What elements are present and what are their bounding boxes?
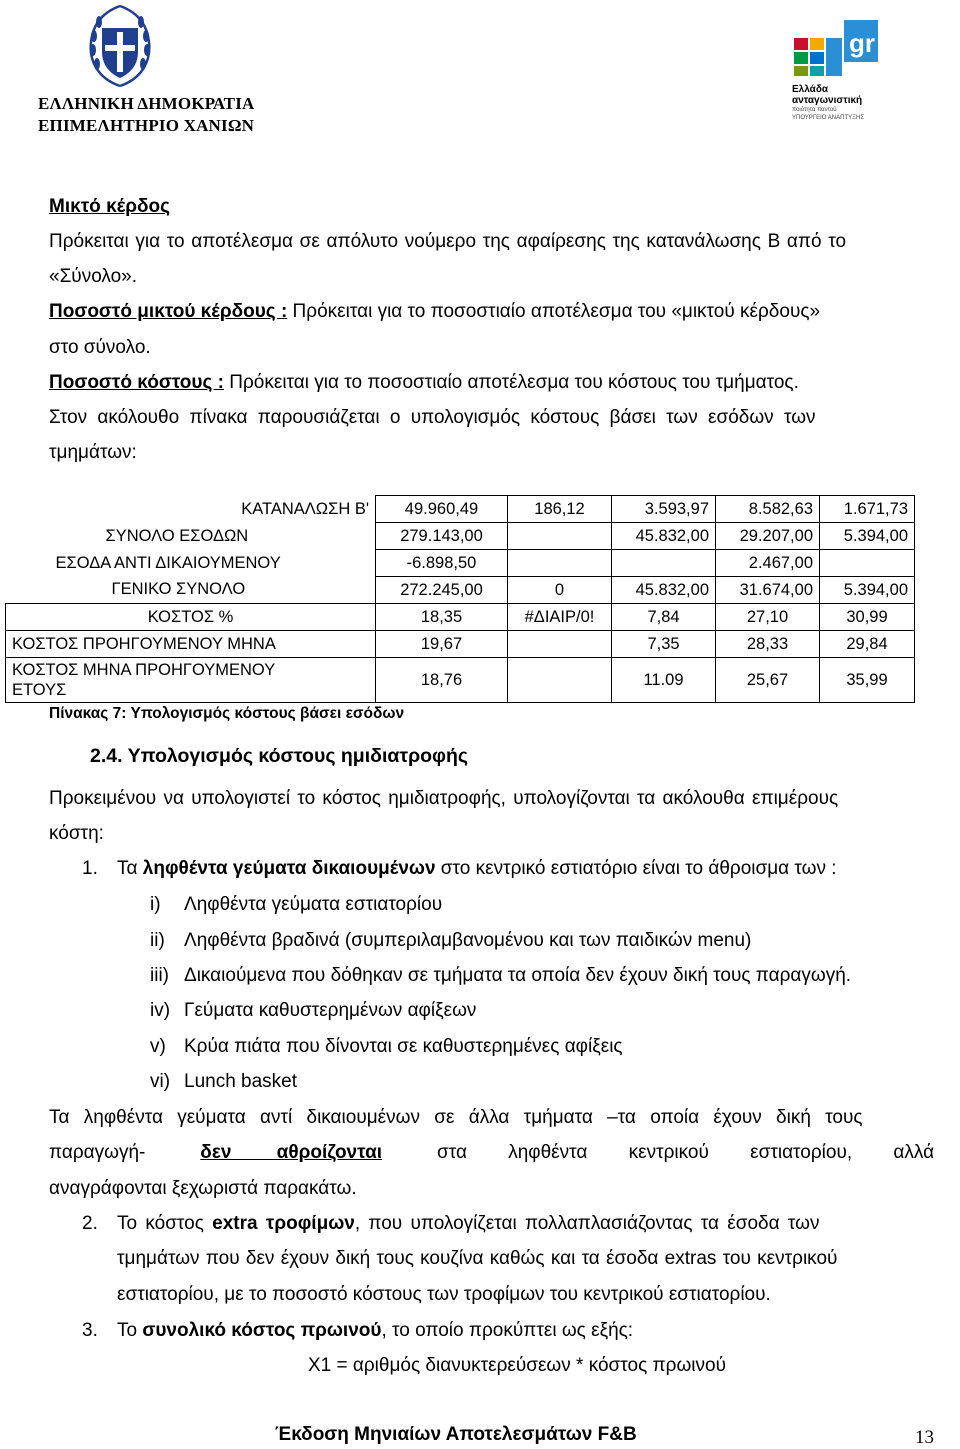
table-cell: 7,84: [612, 604, 716, 631]
item2-number: 2.: [82, 1213, 98, 1234]
item1-bold: ληφθέντα γεύματα δικαιουμένων: [142, 858, 436, 879]
svg-text:gr: gr: [849, 28, 875, 58]
item3-post: , το οποίο προκύπτει ως εξής:: [381, 1320, 634, 1341]
table-row: [6, 577, 915, 604]
table-row: [6, 604, 915, 631]
table-row: [6, 496, 915, 523]
table-cell: [820, 550, 915, 577]
row-label-line1: ΚΟΣΤΟΣ ΜΗΝΑ ΠΡΟΗΓΟΥΜΕΝΟΥ: [12, 661, 276, 679]
table-cell: [508, 550, 612, 577]
logo-line4: ΥΠΟΥΡΓΕΙΟ ΑΝΑΠΤΥΞΗΣ: [792, 115, 865, 121]
subitem-number: v): [150, 1036, 166, 1057]
note-post-text: στα ληφθέντα κεντρικού εστιατορίου, αλλά: [436, 1142, 935, 1163]
gross-profit-title: Μικτό κέρδος: [49, 196, 170, 217]
row-label: [6, 658, 376, 703]
item3-pre: Το: [117, 1320, 143, 1341]
cost-pct-label: Ποσοστό κόστους :: [49, 372, 224, 393]
item2-pre: Το κόστος: [117, 1213, 213, 1234]
section-heading: 2.4. Υπολογισμός κόστους ημιδιατροφής: [90, 745, 469, 767]
subitem-number: ii): [150, 930, 165, 951]
table-cell: 8.582,63: [716, 496, 820, 523]
table-cell: 2.467,00: [716, 550, 820, 577]
item2-bold: extra τροφίμων: [212, 1213, 355, 1234]
subitem-text: Δικαιούμενα που δόθηκαν σε τμήματα τα οποία δεν έχουν δική τους παραγωγή.: [184, 965, 852, 986]
row-label: ΕΣΟΔΑ ΑΝΤΙ ΔΙΚΑΙΟΥΜΕΝΟΥ: [55, 553, 281, 572]
row-label: ΣΥΝΟΛΟ ΕΣΟΔΩΝ: [105, 526, 249, 545]
item3-bold: συνολικό κόστος πρωινού: [142, 1320, 382, 1341]
subitem-text: Ληφθέντα βραδινά (συμπεριλαμβανομένου και των παιδικών menu): [184, 930, 752, 951]
table-cell: 49.960,49: [376, 496, 508, 523]
table-cell: 18,35: [376, 604, 508, 631]
table-intro-2: τμημάτων:: [49, 442, 137, 463]
table-cell: 3.593,97: [612, 496, 716, 523]
gross-profit-text-2: «Σύνολο».: [49, 266, 138, 287]
table-cell: [612, 550, 716, 577]
footer-title: Έκδοση Μηνιαίων Αποτελεσμάτων F&B: [275, 1424, 637, 1445]
breakfast-formula: Χ1 = αριθμός διανυκτερεύσεων * κόστος πρωινού: [308, 1355, 726, 1376]
table-row: [6, 631, 915, 658]
item2-post: , που υπολογίζεται πολλαπλασιάζοντας τα έσοδα των: [354, 1213, 820, 1234]
logo-line2: ανταγωνιστική: [792, 95, 863, 106]
note-pre: παραγωγή-: [49, 1142, 146, 1163]
table-cell: 7,35: [612, 631, 716, 658]
item1-text: [117, 857, 837, 881]
item3-number: 3.: [82, 1320, 98, 1341]
subitem-text: Κρύα πιάτα που δίνονται σε καθυστερημένες αφίξεις: [184, 1036, 623, 1057]
header-chamber: ΕΠΙΜΕΛΗΤΗΡΙΟ ΧΑΝΙΩΝ: [38, 116, 255, 135]
table-cell: 279.143,00: [376, 523, 508, 550]
item3-text: [117, 1319, 633, 1343]
table-cell: 0: [508, 577, 612, 604]
table-cell: 5.394,00: [820, 523, 915, 550]
table-cell: 5.394,00: [820, 577, 915, 604]
row-label-line2: ΕΤΟΥΣ: [12, 681, 67, 699]
table-cell: 18,76: [376, 658, 508, 703]
table-cell: 1.671,73: [820, 496, 915, 523]
table-row: [6, 658, 915, 703]
gross-profit-pct-text: Πρόκειται για το ποσοστιαίο αποτέλεσμα του «μικτού κέρδους»: [287, 301, 821, 322]
subitem-text: Ληφθέντα γεύματα εστιατορίου: [184, 894, 443, 915]
item2-text: [117, 1212, 819, 1236]
table-cell: 45.832,00: [612, 577, 716, 604]
note-underlined: δεν αθροίζονται: [200, 1142, 383, 1163]
row-label: ΚΑΤΑΝΑΛΩΣΗ Β': [241, 499, 369, 518]
table-cell: 11.09: [612, 658, 716, 703]
subitem-number: iv): [150, 1000, 171, 1021]
subitem-number: vi): [150, 1071, 171, 1092]
subitem-number: iii): [150, 965, 169, 986]
logo-line3: ποιότητα παντού: [792, 107, 837, 113]
section2-intro-2: κόστη:: [49, 823, 104, 844]
table-cell: [508, 523, 612, 550]
subitem-text: Lunch basket: [184, 1071, 298, 1092]
note-paragraph-2: [49, 1141, 935, 1165]
item1-pre: Τα: [117, 858, 143, 879]
logo-line1: Ελλάδα: [792, 84, 829, 95]
item1-number: 1.: [82, 858, 98, 879]
note-paragraph: Τα ληφθέντα γεύματα αντί δικαιουμένων σε άλλα τμήματα –τα οποία έχουν δική τους: [49, 1107, 863, 1128]
row-label: ΚΟΣΤΟΣ %: [6, 604, 376, 631]
table-cell: 19,67: [376, 631, 508, 658]
table-row: [6, 523, 915, 550]
note-paragraph-3: αναγράφονται ξεχωριστά παρακάτω.: [49, 1178, 357, 1199]
subitem-text: Γεύματα καθυστερημένων αφίξεων: [184, 1000, 477, 1021]
cost-pct-line: [49, 371, 799, 395]
subitem-number: i): [150, 894, 161, 915]
table-cell: 35,99: [820, 658, 915, 703]
hellenic-republic-emblem: [85, 2, 155, 90]
table-cell: 186,12: [508, 496, 612, 523]
gr-logo-mark: [792, 16, 882, 78]
item1-post: στο κεντρικό εστιατόριο είναι το άθροισμα των :: [435, 858, 837, 879]
greece-competitive-logo: [792, 16, 882, 121]
table-cell: [508, 658, 612, 703]
header-country: ΕΛΛΗΝΙΚΗ ΔΗΜΟΚΡΑΤΙΑ: [38, 94, 255, 113]
page-number: 13: [915, 1427, 934, 1448]
row-label: ΓΕΝΙΚΟ ΣΥΝΟΛΟ: [111, 580, 246, 599]
table-cell: 45.832,00: [612, 523, 716, 550]
gross-profit-pct-line: [49, 300, 820, 324]
gross-profit-pct-text-2: στο σύνολο.: [49, 337, 151, 358]
table-cell: [508, 631, 612, 658]
cost-by-revenue-table: [5, 495, 915, 703]
table-cell: -6.898,50: [376, 550, 508, 577]
row-label: ΚΟΣΤΟΣ ΠΡΟΗΓΟΥΜΕΝΟΥ ΜΗΝΑ: [6, 631, 376, 658]
table-cell: 27,10: [716, 604, 820, 631]
table-cell: 29,84: [820, 631, 915, 658]
table-intro: Στον ακόλουθο πίνακα παρουσιάζεται ο υπολογισμός κόστους βάσει των εσόδων των: [49, 407, 816, 428]
note-post: [436, 1141, 935, 1165]
table-cell: 272.245,00: [376, 577, 508, 604]
gross-profit-pct-label: Ποσοστό μικτού κέρδους :: [49, 301, 288, 322]
table-cell: 30,99: [820, 604, 915, 631]
section2-intro: Προκειμένου να υπολογιστεί το κόστος ημιδιατροφής, υπολογίζονται τα ακόλουθα επιμέρους: [49, 788, 839, 809]
table-cell: 31.674,00: [716, 577, 820, 604]
gross-profit-text: Πρόκειται για το αποτέλεσμα σε απόλυτο νούμερο της αφαίρεσης της κατανάλωσης Β από το: [49, 231, 847, 252]
item2-text-3: εστιατορίου, με το ποσοστό κόστους των τροφίμων του κεντρικού εστιατορίου.: [117, 1284, 771, 1305]
table-cell: 29.207,00: [716, 523, 820, 550]
table-caption: Πίνακας 7: Υπολογισμός κόστους βάσει εσόδων: [49, 705, 405, 722]
table-cell: 25,67: [716, 658, 820, 703]
cost-pct-text: Πρόκειται για το ποσοστιαίο αποτέλεσμα του κόστους του τμήματος.: [223, 372, 799, 393]
item2-text-2: τμημάτων που δεν έχουν δική τους κουζίνα καθώς και τα έσοδα extras του κεντρικού: [117, 1248, 838, 1269]
table-cell: 28,33: [716, 631, 820, 658]
table-row: [6, 550, 915, 577]
table-cell: #ΔΙΑΙΡ/0!: [508, 604, 612, 631]
